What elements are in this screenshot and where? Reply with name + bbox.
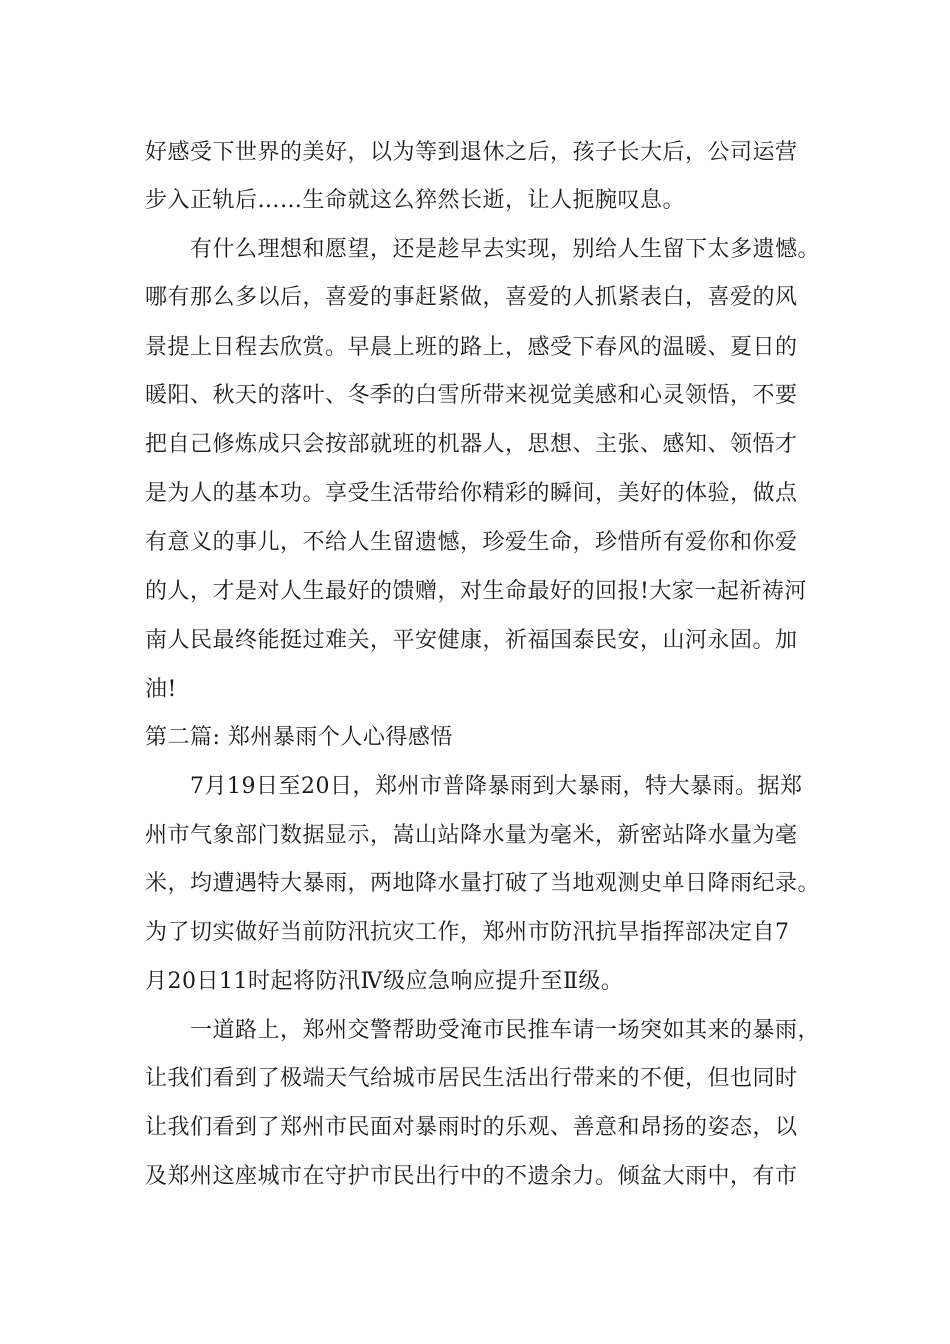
text-line: 是为人的基本功。享受生活带给你精彩的瞬间，美好的体验，做点 (145, 481, 798, 506)
text-line: 让我们看到了郑州市民面对暴雨时的乐观、善意和昂扬的姿态，以 (145, 1115, 798, 1140)
text-line: 州市气象部门数据显示，嵩山站降水量为毫米，新密站降水量为毫 (145, 823, 798, 848)
text-line: 步入正轨后……生命就这么猝然长逝，让人扼腕叹息。 (145, 188, 686, 213)
text-line: 的人，才是对人生最好的馈赠，对生命最好的回报!大家一起祈祷河 (145, 579, 807, 604)
text-line: 有意义的事儿，不给人生留遗憾，珍爱生命，珍惜所有爱你和你爱 (145, 530, 798, 555)
section-heading: 第二篇: 郑州暴雨个人心得感悟 (145, 725, 453, 750)
text-line: 米，均遭遇特大暴雨，两地降水量打破了当地观测史单日降雨纪录。 (145, 871, 821, 896)
text-line: 月20日11时起将防汛Ⅳ级应急响应提升至Ⅱ级。 (145, 969, 624, 994)
text-line: 好感受下世界的美好，以为等到退休之后，孩子长大后，公司运营 (145, 140, 798, 165)
text-line: 把自己修炼成只会按部就班的机器人，思想、主张、感知、领悟才 (145, 432, 798, 457)
text-line: 南人民最终能挺过难关，平安健康，祈福国泰民安，山河永固。加 (145, 628, 798, 653)
text-line: 哪有那么多以后，喜爱的事赶紧做，喜爱的人抓紧表白，喜爱的风 (145, 285, 798, 310)
text-line: 让我们看到了极端天气给城市居民生活出行带来的不便，但也同时 (145, 1066, 798, 1091)
text-line: 油! (145, 677, 177, 702)
text-line: 及郑州这座城市在守护市民出行中的不遗余力。倾盆大雨中，有市 (145, 1164, 798, 1189)
text-line: 暖阳、秋天的落叶、冬季的白雪所带来视觉美感和心灵领悟，不要 (145, 383, 798, 408)
paragraph-first-line: 有什么理想和愿望，还是趁早去实现，别给人生留下太多遗憾。 (190, 237, 821, 262)
paragraph-first-line: 7月19日至20日，郑州市普降暴雨到大暴雨，特大暴雨。据郑 (190, 774, 803, 799)
text-line: 为了切实做好当前防汛抗灾工作，郑州市防汛抗旱指挥部决定自7 (145, 920, 790, 945)
paragraph-first-line: 一道路上，郑州交警帮助受淹市民推车请一场突如其来的暴雨， (190, 1018, 821, 1043)
text-line: 景提上日程去欣赏。早晨上班的路上，感受下春风的温暖、夏日的 (145, 335, 798, 360)
